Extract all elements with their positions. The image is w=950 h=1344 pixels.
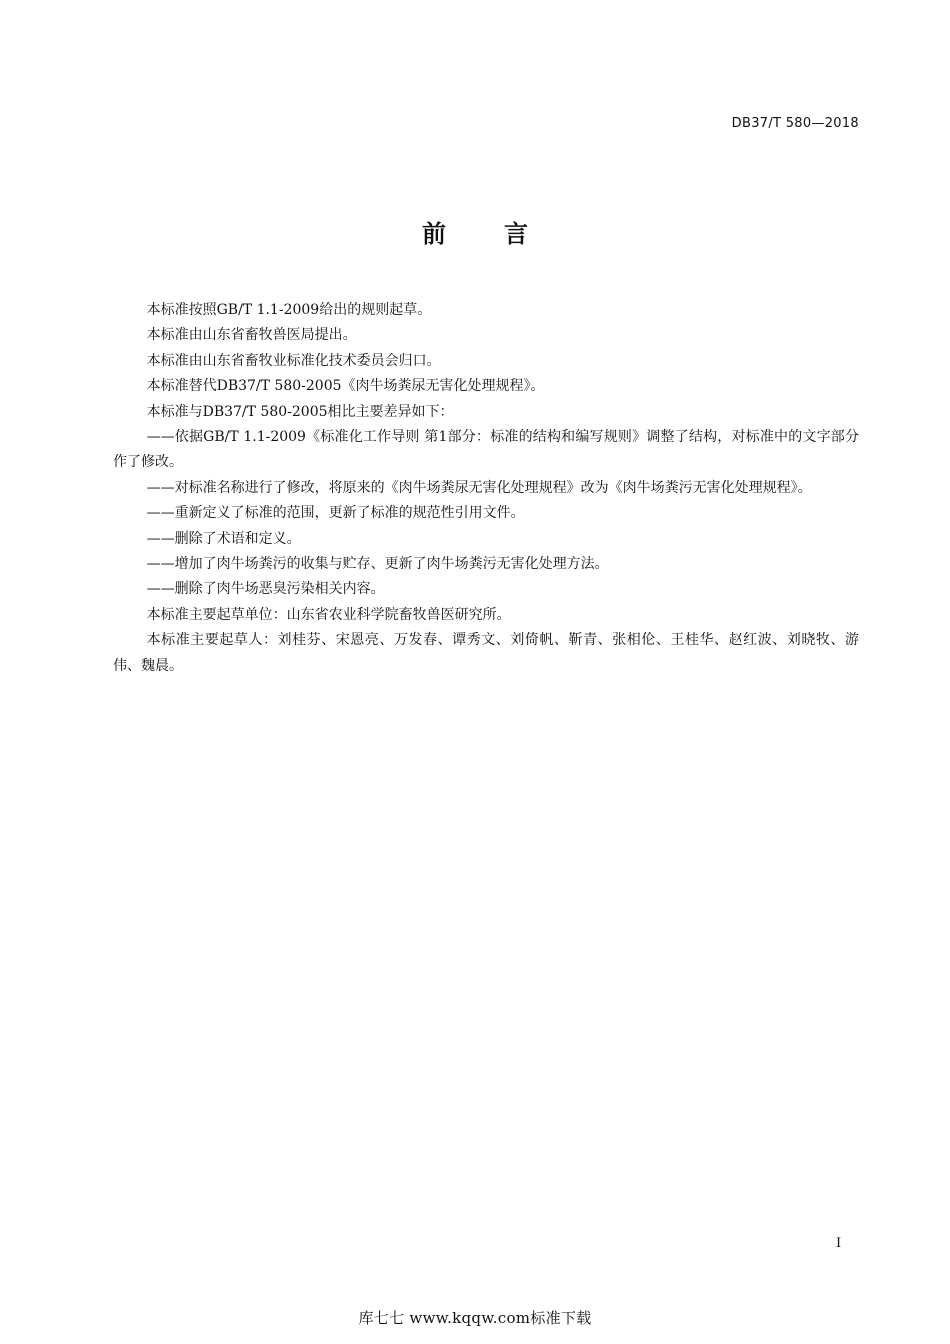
list-item: ——对标准名称进行了修改，将原来的《肉牛场粪尿无害化处理规程》改为《肉牛场粪污无害化处理规程》。 <box>146 479 812 496</box>
watermark-text: 库七七 www.kqqw.com标准下载 <box>358 1309 592 1327</box>
page-number: I <box>836 1236 842 1251</box>
list-item: ——删除了肉牛场恶臭污染相关内容。 <box>146 581 385 598</box>
list-item: ——依据GB/T 1.1-2009《标准化工作导则 第1部分：标准的结构和编写规则》调整了结构，对标准中的文字部分作了修改。 <box>113 429 859 471</box>
paragraph-drafting-unit: 本标准主要起草单位：山东省农业科学院畜牧兽医研究所。 <box>146 606 511 623</box>
paragraph-proposer: 本标准由山东省畜牧兽医局提出。 <box>146 327 357 344</box>
page-title <box>0 214 950 249</box>
paragraph-drafters: 本标准主要起草人：刘桂芬、宋恩亮、万发春、谭秀文、刘倚帆、靳青、张相伦、王桂华、赵红波、刘晓牧、游伟、魏晨。 <box>113 632 859 674</box>
list-item: ——重新定义了标准的范围，更新了标准的规范性引用文件。 <box>146 505 525 522</box>
list-item: ——删除了术语和定义。 <box>146 530 301 547</box>
paragraph-drafting-rules: 本标准按照GB/T 1.1-2009给出的规则起草。 <box>146 302 432 318</box>
foreword-body <box>113 298 859 679</box>
standard-code: DB37/T 580—2018 <box>731 116 859 131</box>
paragraph-replaces: 本标准替代DB37/T 580-2005《肉牛场粪尿无害化处理规程》。 <box>146 378 545 395</box>
paragraph-differences-intro: 本标准与DB37/T 580-2005相比主要差异如下： <box>146 403 454 420</box>
list-item: ——增加了肉牛场粪污的收集与贮存、更新了肉牛场粪污无害化处理方法。 <box>146 556 609 573</box>
paragraph-centralized-unit: 本标准由山东省畜牧业标准化技术委员会归口。 <box>146 352 441 369</box>
page-title-char-2: 言 <box>504 220 528 248</box>
page-title-char-1: 前 <box>422 220 446 248</box>
